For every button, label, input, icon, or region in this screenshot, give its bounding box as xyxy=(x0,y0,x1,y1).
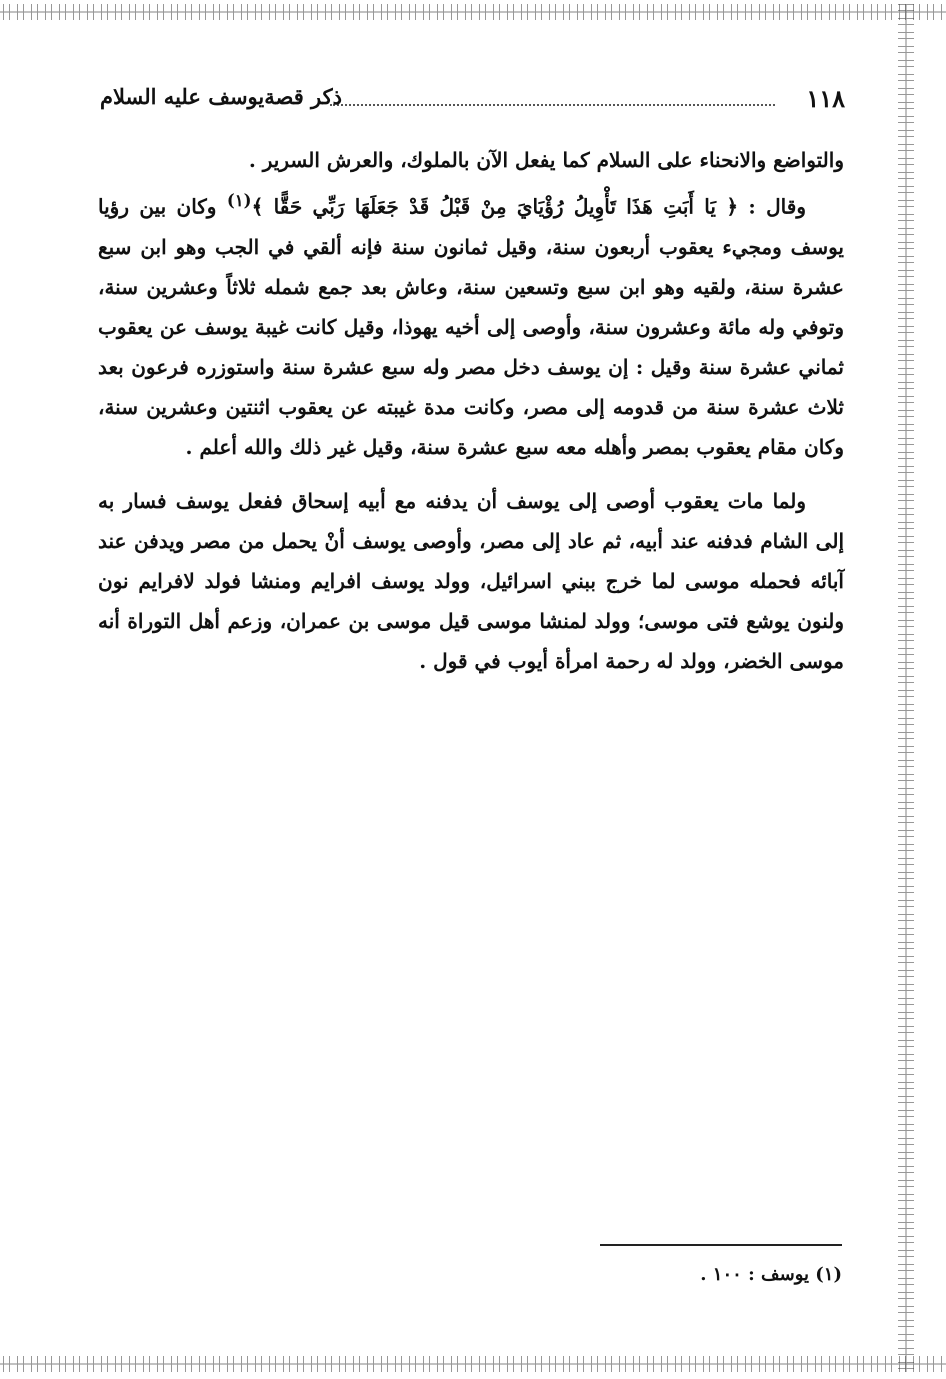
page-number: ١١٨ xyxy=(806,84,845,113)
quran-verse: ﴿ يَا أَبَتِ هَذَا تَأْوِيلُ رُؤْيَايَ مِنْ قَبْلُ قَدْ جَعَلَهَا رَبِّي حَقًّا ﴾ xyxy=(251,194,739,219)
paragraph-2-intro: وقال : xyxy=(748,194,806,219)
paragraph-2-rest: وكان بين رؤيا يوسف ومجيء يعقوب أربعون سنة، وقيل ثمانون سنة فإنه ألقي في الجب وهو ابن سبع عشرة سنة، ولقيه وهو ابن سبع وتسعين سنة، وعاش بعد جمع شمله ثلاثاً وعشرين سنة، وتوفي وله مائة وعشرون سنة، وأوصى إلى أخيه يهوذا، وقيل كانت غيبة يوسف عن يعقوب ثماني عشرة سنة وقيل : إن يوسف دخل مصر وله سبع عشرة سنة واستوزره فرعون بعد ثلاث عشرة سنة من قدومه إلى مصر، وكانت مدة غيبته عن يعقوب اثنتين وعشرين سنة، وكان مقام يعقوب بمصر وأهله معه سبع عشرة سنة، وقيل غير ذلك والله أعلم . xyxy=(98,194,844,459)
page-header xyxy=(100,84,845,118)
footnote-marker: (١) xyxy=(226,190,252,210)
decorative-border-bottom xyxy=(0,1356,946,1372)
main-text xyxy=(98,140,844,681)
paragraph-2 xyxy=(98,180,844,467)
paragraph-1: والتواضع والانحناء على السلام كما يفعل الآن بالملوك، والعرش السرير . xyxy=(248,148,844,172)
running-title: ذكر قصةيوسف عليه السلام xyxy=(100,84,342,109)
header-leader-dots xyxy=(330,104,775,106)
footnote: (١) يوسف : ١٠٠ . xyxy=(700,1264,842,1285)
footnote-separator xyxy=(600,1244,842,1246)
decorative-border-top xyxy=(0,4,946,20)
decorative-border-right xyxy=(898,4,914,1372)
paragraph-3: ولما مات يعقوب أوصى إلى يوسف أن يدفنه مع أبيه إسحاق ففعل يوسف فسار به إلى الشام فدفنه عند أبيه، ثم عاد إلى مصر، وأوصى يوسف أنْ يحمل من مصر ويدفن عند آبائه فحمله موسى لما خرج ببني اسرائيل، وولد يوسف افرايم ومنشا فولد لافرايم نون ولنون يوشع فتى موسى؛ وولد لمنشا موسى قيل موسى بن عمران، وزعم أهل التوراة أنه موسى الخضر، وولد له رحمة امرأة أيوب في قول . xyxy=(98,488,844,673)
